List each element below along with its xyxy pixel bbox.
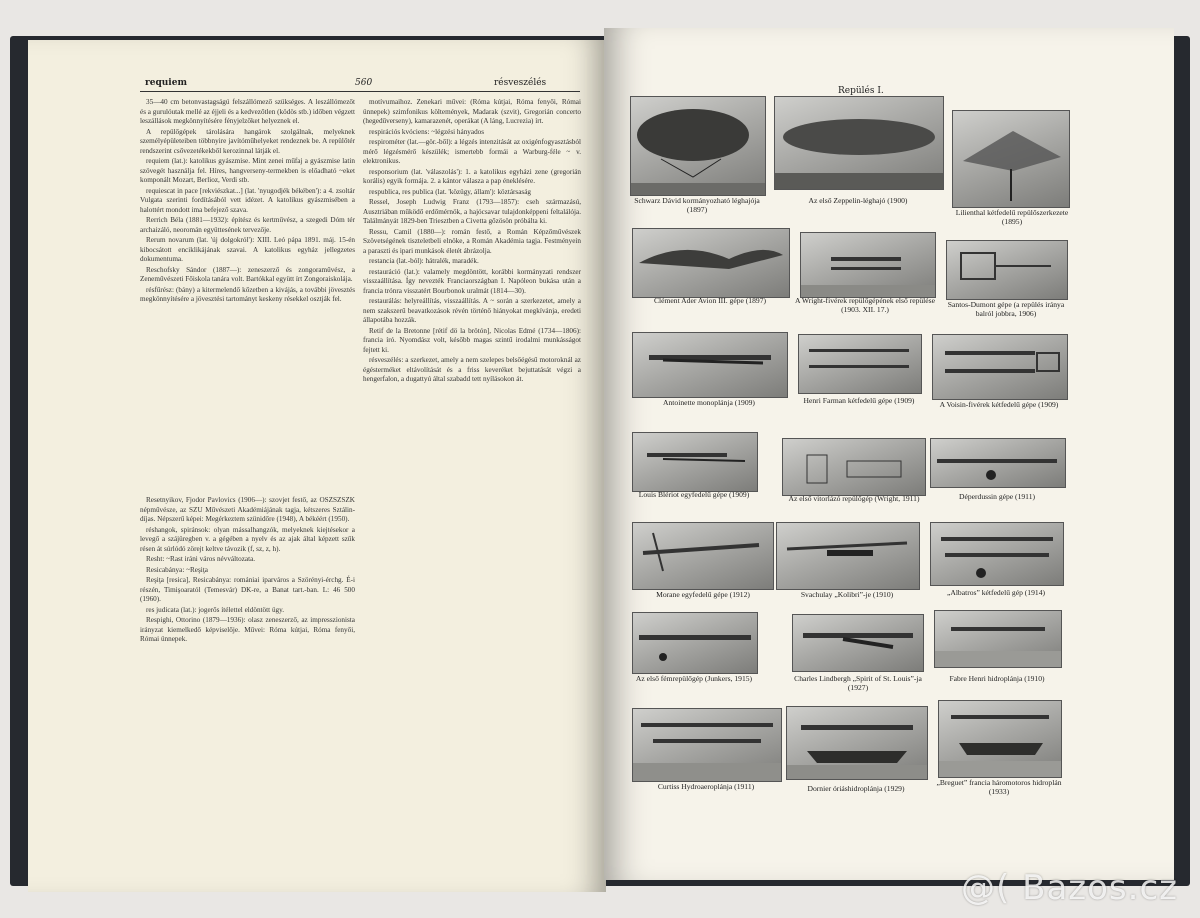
left-page [28, 40, 606, 892]
text-paragraph: Rerrich Béla (1881—1932): építész és kertművész, a szegedi Dóm tér archaizáló, neoromán együttesének tervezője. [140, 216, 355, 234]
text-paragraph: Reşiţa [resica], Resicabánya: romániai iparváros a Szörényi-érchg. É-i részén, Timişoaratól (Temesvár) DK-re, a Banat tart.-ban. L: 46 500 (1960). [140, 576, 355, 603]
text-paragraph: Retif de la Bretonne [rétif dö la brötón], Nicolas Edmé (1734—1806): francia író. Nyomdász volt, később magas szintű irodalmi munkásságot fejtett ki. [363, 326, 581, 354]
text-paragraph: Resht: ~Rast iráni város névváltozata. [146, 555, 256, 563]
albatros-photo [930, 522, 1064, 586]
photo-caption: Dornier óriáshidroplánja (1929) [807, 784, 905, 793]
page-number: 560 [355, 78, 373, 88]
running-head-right: résveszélés [494, 78, 547, 88]
text-paragraph: résfűrész: (bány) a kitermelendő kőzetben a kivájás, a további jövesztés megkönnyítésére a jövesztési tartományt keskeny résekkel osztják fel. [140, 285, 355, 303]
photo-caption: Schwarz Dávid kormányozható léghajója (1897) [634, 196, 760, 214]
text-paragraph: restaurálás: helyreállítás, visszaállítás. A ~ során a szerkezetet, amely a nem szakszerű beavatkozások révén történő hiányokat megkívánja, eredeti állapotába hozzák. [363, 297, 581, 324]
ader-avion-photo [632, 228, 790, 298]
wright-glider-photo [782, 438, 926, 496]
text-paragraph: A repülőgépek tárolására hangárok szolgálnak, melyeknek személyépületeiben többnyire javítóműhelyeket rendeznek be. A repülőtér rendszerint csővezetékekből kerozinnal látják el. [140, 127, 355, 155]
junkers-photo [632, 612, 758, 674]
text-paragraph: Reschofsky Sándor (1887—): zeneszerző és zongoraművész, a Zeneművészeti Főiskola tanára volt. Bartókkal együtt írt Zongoraiskolája. [140, 265, 355, 283]
photo-caption: Déperdussin gépe (1911) [958, 492, 1036, 501]
text-paragraph: responsorium (lat. 'válaszolás'): 1. a katolikus egyházi zene (gregorián korális) egyik formája. 2. a kántor válasza a pap éneklésére. [363, 167, 581, 185]
photo-caption: Antoinette monoplánja (1909) [663, 398, 755, 407]
right-page [604, 28, 1174, 880]
text-paragraph: requiescat in pace [rekviészkat...] (lat. 'nyugodjék békében'): a 4. zsoltár Vulgata szerinti fordításából vett idézet. A katolikus gyászmisében a halottért mondott ima befejező szava. [140, 186, 355, 214]
farman-photo [798, 334, 922, 394]
photo-caption: Morane egyfedelű gépe (1912) [656, 590, 750, 599]
text-paragraph: résveszélés: a szerkezet, amely a nem szelepes belsőégésű motoroknál az égésterméket eltávolítását és a friss keveréket bejuttatását végzi a hengerfalon, a dugattyú által szabadd tett nyílásokon át. [363, 356, 581, 383]
photo-caption: Charles Lindbergh „Spirit of St. Louis”-ja (1927) [794, 674, 922, 692]
header-rule [140, 91, 580, 92]
text-paragraph: respirációs kvóciens: ~légzési hányados [369, 127, 485, 136]
spirit-of-st-louis-photo [792, 614, 924, 672]
text-paragraph: Resetnyikov, Fjodor Pavlovics (1906—): szovjet festő, az OSZSZSZK népművésze, az SZU Művészeti Akadémiájának tagja, kétszeres Sztálin-díjas. Népszerű képei: Megérkeztem szünidőre (1948), A békéért (1950). [140, 496, 355, 523]
photo-caption: Fabre Henri hidroplánja (1910) [949, 674, 1045, 683]
text-paragraph: 35—40 cm betonvastagságú felszállómező szükséges. A leszállómezőt és a gurulóutak mellé az éjjeli és a kedvezőtlen (ködös stb.) időben végzett leszállások megkönnyítésére fényjelzőket helyeznek el. [140, 98, 355, 125]
plate-title: Repülés I. [838, 86, 884, 96]
photo-caption: Svachulay „Kolibri”-je (1910) [800, 590, 894, 599]
text-paragraph: res judicata (lat.): jogerős ítélettel eldöntött ügy. [146, 605, 285, 614]
airship-photo [630, 96, 766, 196]
kolibri-photo [776, 522, 920, 590]
watermark: @( Bazos.cz [961, 868, 1178, 908]
voisin-photo [932, 334, 1068, 400]
text-paragraph: restauráció (lat.): valamely megdöntött, korábbi kormányzati rendszer visszaállítása. Így nevezték Franciaországban I. Napóleon bukása után a francia trónra visszatért Bourbonok uralmát (1814—30). [363, 267, 581, 295]
text-paragraph: réshangok, spiránsok: olyan mássalhangzók, melyeknek kiejtésekor a levegő a szájüregben v. a gégében a nyelv és az ajak által képzett szűk résen át súrlódó zörejt keltve távozik (f, sz, z, h). [140, 525, 355, 553]
photo-caption: Lilienthal kétfedelű repülőszerkezete (1895) [955, 208, 1069, 226]
photo-caption: Az első fémrepülőgép (Junkers, 1915) [635, 674, 753, 683]
running-head-left: requiem [145, 78, 187, 88]
text-column-1 [140, 98, 355, 494]
text-paragraph: Ressel, Joseph Ludwig Franz (1793—1857): cseh származású, Ausztriában működő erdőmérnök, a hajócsavar tulajdonképpeni feltalálója. Találmányát 1829-ben Triesztben a Civetta gőzösön próbálta ki. [363, 198, 581, 225]
photo-caption: Curtiss Hydroaeroplánja (1911) [657, 782, 755, 791]
text-column-2 [363, 98, 581, 878]
santos-dumont-photo [946, 240, 1068, 300]
text-paragraph: Resicabánya: ~Reşiţa [146, 565, 208, 574]
wright-flyer-photo [800, 232, 936, 298]
morane-photo [632, 522, 774, 590]
photo-caption: A Wright-fivérek repülőgépének első repülése (1903. XII. 17.) [795, 296, 935, 314]
text-paragraph: Respighi, Ottorino (1879—1936): olasz zeneszerző, az impresszionista irányzat kiemelkedő képviselője. Művei: Róma kútjai, Róma fenyői, Római ünnepek. [140, 616, 355, 643]
bleriot-photo [632, 432, 758, 492]
glider-photo [952, 110, 1070, 208]
photo-caption: Az első Zeppelin-léghajó (1900) [808, 196, 908, 205]
photo-caption: Louis Blériot egyfedelű gépe (1909) [638, 490, 750, 499]
photo-caption: Henri Farman kétfedelű gépe (1909) [803, 396, 915, 405]
photo-caption: „Breguet” francia háromotoros hidroplán (1933) [936, 778, 1062, 796]
text-paragraph: Ressu, Camil (1880—): román festő, a Román Képzőművészek Szövetségének tiszteletbeli elnöke, a Román Akadémia tagja. Festményein a paraszti és ipari munkások életét ábrázolja. [363, 227, 581, 255]
text-column-1-lower [140, 496, 355, 876]
breguet-photo [938, 700, 1062, 778]
photo-caption: Az első vitorlázó repülőgép (Wright, 1911) [788, 494, 920, 503]
text-paragraph: motívumaihoz. Zenekari művei: (Róma kútjai, Róma fenyői, Római ünnepek) szimfonikus költemények, Madarak (szvit), Gregorián concerto (hegedűverseny), kamarazenét, operákat (A láng, Lucrezia) írt. [363, 98, 581, 125]
antoinette-photo [632, 332, 788, 398]
text-paragraph: requiem (lat.): katolikus gyászmise. Mint zenei műfaj a gyászmise latin szövegét használja fel. Híres, hangverseny-termekben is előadható ~eket komponált Mozart, Berlioz, Verdi stb. [140, 157, 355, 184]
text-paragraph: respublica, res publica (lat. 'közügy, állam'): köztársaság [369, 187, 531, 196]
text-paragraph: Rerum novarum (lat. 'új dolgokról'): XIII. Leó pápa 1891. máj. 15-én kibocsátott enciklikájának szavai. A katolikus egyház jellegzetes dokumentuma. [140, 236, 355, 263]
photo-caption: Santos-Dumont gépe (a repülés iránya balról jobbra, 1906) [947, 300, 1065, 318]
curtiss-hydroplane-photo [632, 708, 782, 782]
photo-caption: A Voisin-fivérek kétfedelű gépe (1909) [939, 400, 1059, 409]
photo-caption: „Albatros” kétfedelű gép (1914) [946, 588, 1046, 597]
fabre-hydroplane-photo [934, 610, 1062, 668]
deperdussin-photo [930, 438, 1066, 488]
zeppelin-photo [774, 96, 944, 190]
photo-caption: Clément Ader Avion III. gépe (1897) [653, 296, 767, 305]
text-paragraph: respirométer (lat.—gör.-ből): a légzés intenzitását az oxigénfogyasztásból mérő légzésmérő készülék; ismertebb formái a Warburg-féle ~ v. elektronikus. [363, 138, 581, 165]
dornier-photo [786, 706, 928, 780]
text-paragraph: restancia (lat.-ból): hátralék, maradék. [369, 257, 479, 265]
